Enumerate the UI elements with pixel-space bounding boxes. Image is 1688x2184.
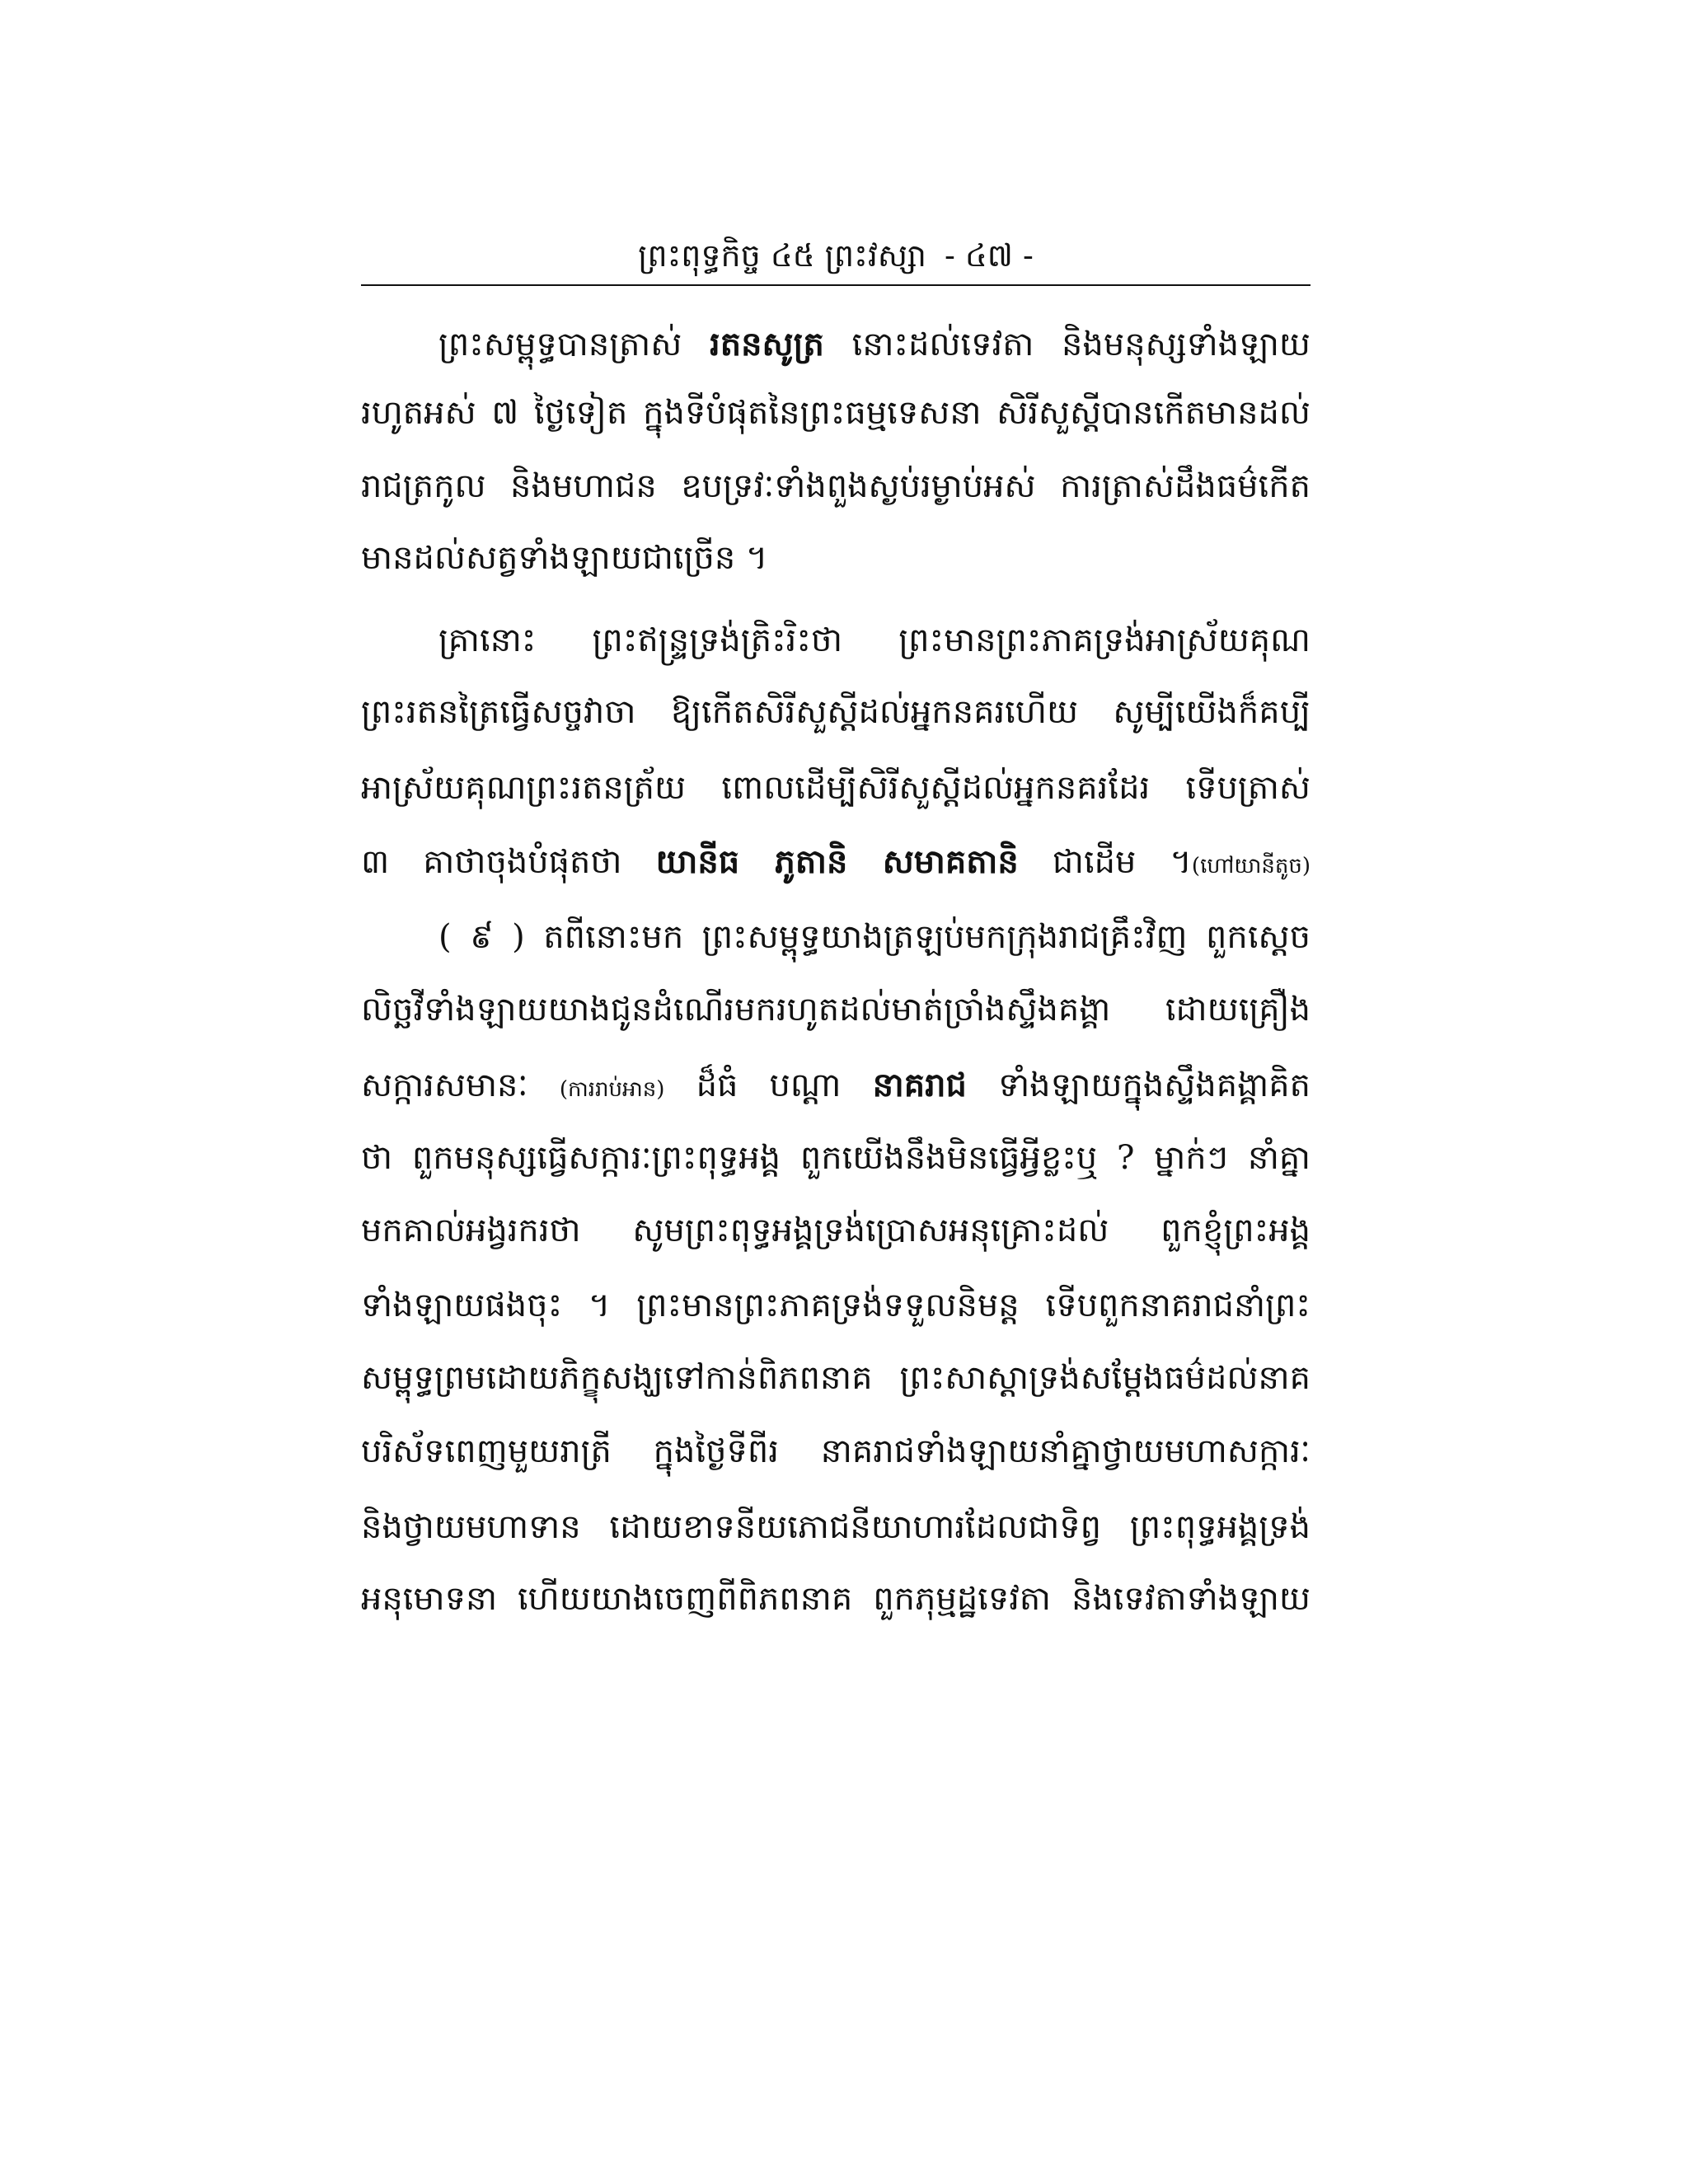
text-segment: នោះដល់ទេវតា និងមនុស្សទាំងឡាយ [823, 326, 1311, 363]
text-segment: មានដល់សត្វទាំងឡាយជាច្រើន ។ [361, 539, 768, 577]
text-segment: ៣ គាថាចុងបំផុតថា [361, 843, 656, 881]
text-segment: ទាំងឡាយក្នុងស្ទឹងគង្គាគិត [966, 1066, 1311, 1104]
bold-term-naga-raja: នាគរាជ [872, 1066, 967, 1104]
bold-term-pali-verse: យានីធ ភូតានិ សមាគតានិ [655, 842, 1019, 881]
text-segment: លិច្ឆវីទាំងឡាយយាងជូនដំណើរមករហូតដល់មាត់ច្រាំងស្ទឹងគង្គា ដោយគ្រឿង [361, 991, 1311, 1029]
text-line [361, 825, 1311, 898]
text-line [361, 450, 1311, 523]
text-line [438, 604, 1311, 677]
text-segment: សម្ពុទ្ធព្រមដោយភិក្ខុសង្ឃទៅកាន់ពិភពនាគ ព្រះសាស្តាទ្រង់សម្តែងធម៌ដល់នាគ [361, 1359, 1311, 1397]
text-segment: អនុមោទនា ហើយយាងចេញពីពិភពនាគ ពួកភុម្មដ្ឋទេវតា និងទេវតាទាំងឡាយ [361, 1580, 1311, 1618]
text-segment: ថា ពួកមនុស្សធ្វើសក្ការៈព្រះពុទ្ធអង្គ ពួកយើងនឹងមិនធ្វើអ្វីខ្លះឬ ? ម្នាក់ៗ នាំគ្នា [361, 1139, 1311, 1177]
text-segment: សក្ការសមានៈ [361, 1066, 560, 1104]
text-segment: និងថ្វាយមហាទាន ដោយខាទនីយភោជនីយាហារដែលជាទិព្វ ព្រះពុទ្ធអង្គទ្រង់ [361, 1508, 1311, 1546]
page-number: - ៤៧ - [944, 237, 1034, 274]
text-line [438, 307, 1311, 381]
text-line [361, 522, 1311, 595]
text-segment: គ្រានោះ ព្រះឥន្ទ្រទ្រង់ត្រិះរិះថា ព្រះមានព្រះភាគទ្រង់អាស្រ័យគុណ [438, 621, 1311, 659]
text-line [361, 1415, 1311, 1488]
text-segment: ដ៏ធំ បណ្តា [664, 1066, 873, 1104]
text-segment: មកគាល់អង្វរករថា សូមព្រះពុទ្ធអង្គទ្រង់ប្រោសអនុគ្រោះដល់ ពួកខ្ញុំព្រះអង្គ [361, 1212, 1311, 1249]
parenthetical-note: (ហៅយានីតូច) [1191, 854, 1311, 879]
text-segment: ព្រះសម្ពុទ្ធបានត្រាស់ [438, 326, 710, 363]
text-segment: រហូតអស់ ៧ ថ្ងៃទៀត ក្នុងទីបំផុតនៃព្រះធម្មទេសនា សិរីសួស្តីបានកើតមានដល់ [361, 394, 1311, 432]
parenthetical-note: (ការរាប់អាន) [559, 1077, 665, 1102]
text-line [361, 1269, 1311, 1343]
text-segment: ព្រះរតនត្រៃធ្វើសច្ចវាចា ឱ្យកើតសិរីសួស្តីដល់អ្នកនគរហើយ សូម្បីយើងក៏គប្បី [361, 693, 1311, 731]
text-segment: អាស្រ័យគុណព្រះរតនត្រ័យ ពោលដើម្បីសិរីសួស្តីដល់អ្នកនគរដែរ ទើបត្រាស់ [361, 769, 1311, 807]
text-line [361, 1048, 1311, 1122]
text-segment: ទាំងឡាយផងចុះ ។ ព្រះមានព្រះភាគទ្រង់ទទួលនិមន្ត ទើបពួកនាគរាជនាំព្រះ [361, 1286, 1311, 1324]
text-line [438, 901, 1311, 974]
text-line [361, 377, 1311, 450]
text-segment: បរិស័ទពេញមួយរាត្រី ក្នុងថ្ងៃទីពីរ នាគរាជទាំងឡាយនាំគ្នាថ្វាយមហាសក្ការៈ [361, 1432, 1311, 1470]
text-line [361, 1122, 1311, 1195]
running-header-title: ព្រះពុទ្ធកិច្ច ៤៥ ព្រះវស្សា [638, 237, 926, 274]
text-line [361, 1563, 1311, 1636]
bold-term-ratana-sutta: រតនសូត្រ [710, 325, 824, 363]
text-line [361, 752, 1311, 825]
text-segment: ជាដើម ។ [1018, 843, 1192, 881]
text-line [361, 973, 1311, 1047]
text-line [361, 676, 1311, 749]
header-rule [361, 284, 1311, 286]
running-header [361, 231, 1311, 280]
text-segment: រាជត្រកូល និងមហាជន ឧបទ្រវៈទាំងពួងស្ងប់រម្ងាប់អស់ ការត្រាស់ដឹងធម៌កើត [361, 467, 1311, 505]
text-line [361, 1342, 1311, 1415]
text-line [361, 1194, 1311, 1268]
text-segment: ( ៩ ) តពីនោះមក ព្រះសម្ពុទ្ធយាងត្រឡប់មកក្រុងរាជគ្រឹះវិញ ពួកស្តេច [438, 918, 1311, 956]
text-line [361, 1491, 1311, 1564]
